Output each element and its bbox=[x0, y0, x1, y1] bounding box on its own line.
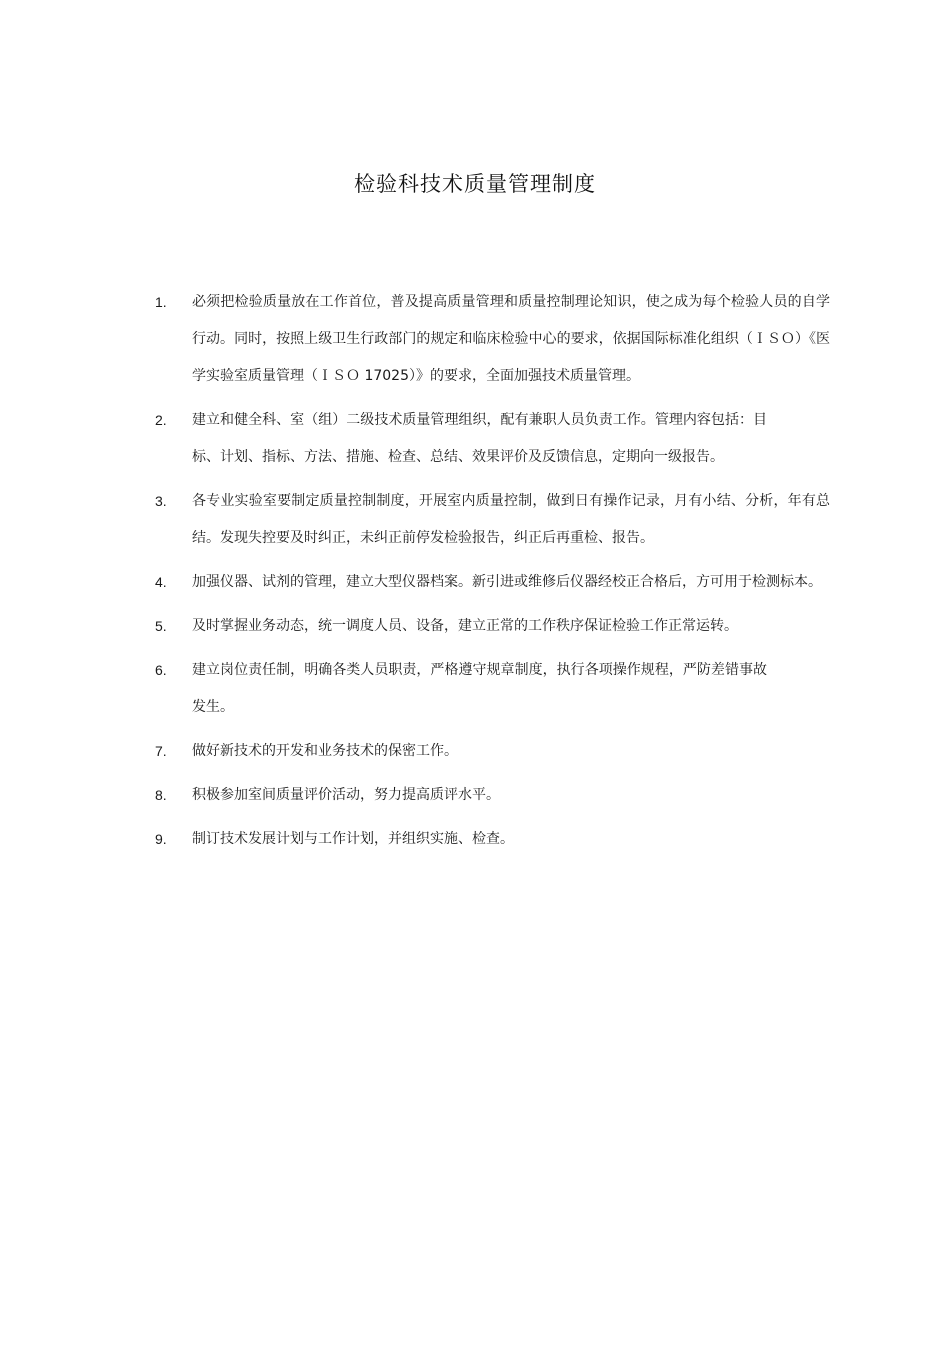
list-item-5 bbox=[155, 608, 830, 645]
item-number: 5. bbox=[155, 618, 167, 634]
item-number: 8. bbox=[155, 787, 167, 803]
document-title: 检验科技术质量管理制度 bbox=[354, 172, 596, 196]
item-text: 必须把检验质量放在工作首位，普及提高质量管理和质量控制理论知识，使之成为每个检验人员的自学行动。同时，按照上级卫生行政部门的规定和临床检验中心的要求，依据国际标准化组织（ＩＳＯ）《医学实验室质量管理（ＩＳＯ 17025）》的要求，全面加强技术质量管理。 bbox=[192, 294, 830, 384]
list-item-7 bbox=[155, 733, 830, 770]
list-item-2 bbox=[155, 402, 830, 476]
list-item-3 bbox=[155, 483, 830, 557]
list-item-6 bbox=[155, 652, 830, 726]
item-text: 建立和健全科、室（组）二级技术质量管理组织，配有兼职人员负责工作。管理内容包括：目标、计划、指标、方法、措施、检查、总结、效果评价及反馈信息，定期向一级报告。 bbox=[192, 412, 767, 465]
item-text: 制订技术发展计划与工作计划，并组织实施、检查。 bbox=[192, 831, 514, 847]
regulation-list bbox=[155, 284, 830, 865]
item-text: 积极参加室间质量评价活动，努力提高质评水平。 bbox=[192, 787, 500, 803]
item-number: 9. bbox=[155, 831, 167, 847]
item-number: 3. bbox=[155, 493, 167, 509]
item-number: 2. bbox=[155, 412, 167, 428]
item-number: 7. bbox=[155, 743, 167, 759]
list-item-9 bbox=[155, 821, 830, 858]
item-number: 4. bbox=[155, 574, 167, 590]
list-item-8 bbox=[155, 777, 830, 814]
item-text: 各专业实验室要制定质量控制制度，开展室内质量控制，做到日有操作记录，月有小结、分析，年有总结。发现失控要及时纠正，未纠正前停发检验报告，纠正后再重检、报告。 bbox=[192, 493, 830, 546]
item-text: 及时掌握业务动态，统一调度人员、设备，建立正常的工作秩序保证检验工作正常运转。 bbox=[192, 618, 738, 634]
item-number: 1. bbox=[155, 294, 167, 310]
item-text: 加强仪器、试剂的管理，建立大型仪器档案。新引进或维修后仪器经校正合格后，方可用于检测标本。 bbox=[192, 574, 822, 590]
item-text: 做好新技术的开发和业务技术的保密工作。 bbox=[192, 743, 458, 759]
item-text: 建立岗位责任制，明确各类人员职责，严格遵守规章制度，执行各项操作规程，严防差错事故发生。 bbox=[192, 662, 767, 715]
list-item-1 bbox=[155, 284, 830, 395]
item-number: 6. bbox=[155, 662, 167, 678]
list-item-4 bbox=[155, 564, 830, 601]
